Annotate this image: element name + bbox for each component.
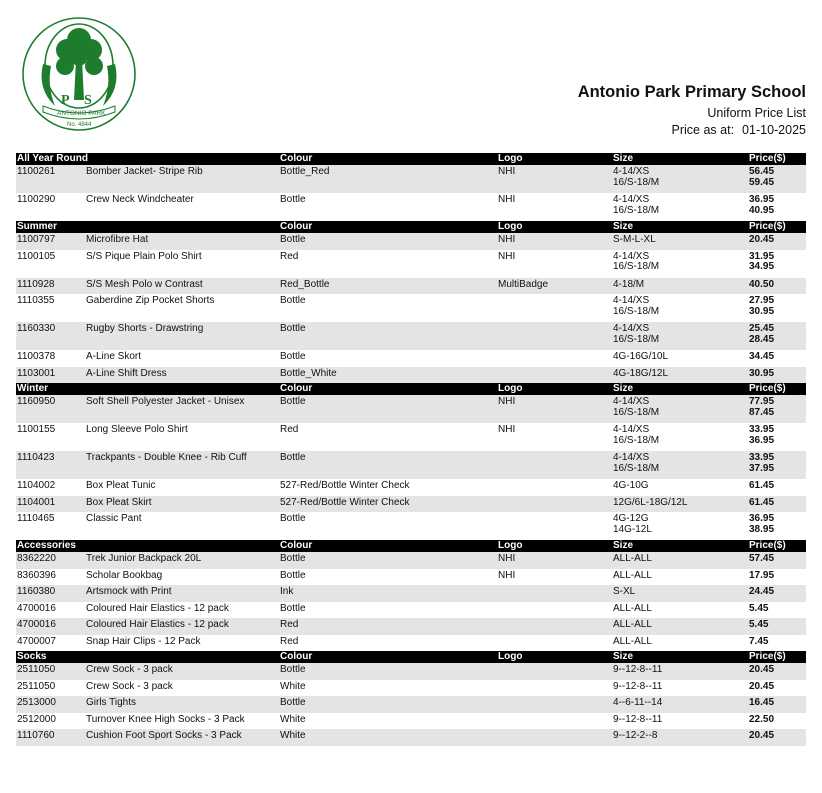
item-prices xyxy=(749,731,774,742)
item-size: 9--12-8--11 xyxy=(613,713,663,725)
item-sizes xyxy=(613,252,659,273)
item-size: 4G-12G xyxy=(613,513,649,524)
table-row xyxy=(16,423,806,451)
item-size: 9--12-8--11 xyxy=(613,680,663,692)
item-description: Scholar Bookbag xyxy=(86,569,163,581)
item-price: 40.95 xyxy=(749,204,775,216)
item-colour: Bottle xyxy=(280,234,306,245)
item-price: 20.45 xyxy=(749,730,775,741)
item-sizes xyxy=(613,620,652,631)
item-prices xyxy=(749,425,774,446)
item-colour: Bottle xyxy=(280,553,306,564)
item-code: 2513000 xyxy=(17,697,56,708)
column-header-price: Price($) xyxy=(749,153,786,164)
item-code: 1103001 xyxy=(17,367,56,379)
item-description: Girls Tights xyxy=(86,697,137,708)
item-size: 16/S-18/M xyxy=(613,176,660,188)
column-header-size: Size xyxy=(613,153,634,164)
item-size: 4-14/XS xyxy=(613,424,650,435)
item-sizes xyxy=(613,352,668,363)
item-sizes xyxy=(613,715,662,726)
item-code: 1104002 xyxy=(17,480,56,491)
section-header xyxy=(16,153,806,165)
item-price: 59.45 xyxy=(749,176,775,188)
table-row xyxy=(16,696,806,713)
table-row xyxy=(16,635,806,652)
item-sizes xyxy=(613,731,657,742)
item-colour: Red xyxy=(280,619,299,630)
item-description: Long Sleeve Polo Shirt xyxy=(86,424,188,435)
item-size: 4-14/XS xyxy=(613,250,650,262)
item-prices xyxy=(749,324,774,345)
table-row xyxy=(16,663,806,680)
item-colour: Bottle xyxy=(280,452,306,463)
item-logo: NHI xyxy=(498,424,516,435)
item-colour: Red xyxy=(280,424,299,435)
item-price: 25.45 xyxy=(749,323,775,334)
item-code: 4700016 xyxy=(17,602,56,614)
item-sizes xyxy=(613,498,688,509)
item-prices xyxy=(749,235,774,246)
column-header-logo: Logo xyxy=(498,651,523,662)
item-prices xyxy=(749,481,774,492)
item-price: 20.45 xyxy=(749,234,775,245)
school-name: Antonio Park Primary School xyxy=(577,83,806,101)
item-description: Trackpants - Double Knee - Rib Cuff xyxy=(86,452,247,463)
item-logo: NHI xyxy=(498,250,516,262)
table-row xyxy=(16,585,806,602)
column-header-price: Price($) xyxy=(749,540,786,551)
item-size: 14G-12L xyxy=(613,523,652,535)
column-header-size: Size xyxy=(613,540,634,551)
item-code: 1110423 xyxy=(17,452,55,463)
item-price: 36.95 xyxy=(749,513,775,524)
table-row xyxy=(16,350,806,367)
item-description: A-Line Shift Dress xyxy=(86,367,167,379)
item-price: 33.95 xyxy=(749,424,775,435)
item-code: 1100105 xyxy=(17,250,56,262)
svg-text:ANTONIO PARK: ANTONIO PARK xyxy=(57,110,106,117)
item-price: 87.45 xyxy=(749,406,775,418)
column-header-price: Price($) xyxy=(749,221,786,232)
item-description: Rugby Shorts - Drawstring xyxy=(86,323,204,334)
item-colour: Ink xyxy=(280,586,294,597)
item-price: 61.45 xyxy=(749,496,775,508)
item-size: 16/S-18/M xyxy=(613,305,660,317)
item-sizes xyxy=(613,397,659,418)
item-code: 1100797 xyxy=(17,234,56,245)
table-row xyxy=(16,395,806,423)
item-code: 1110465 xyxy=(17,513,55,524)
section-title: All Year Round xyxy=(17,153,88,164)
item-code: 1160380 xyxy=(17,586,56,597)
item-description: Crew Neck Windcheater xyxy=(86,194,194,205)
item-prices xyxy=(749,252,774,273)
item-description: A-Line Skort xyxy=(86,351,142,362)
table-row xyxy=(16,680,806,697)
column-header-colour: Colour xyxy=(280,651,313,662)
item-sizes xyxy=(613,514,652,535)
item-logo: NHI xyxy=(498,194,516,205)
item-price: 28.45 xyxy=(749,333,775,345)
item-colour: Bottle xyxy=(280,295,306,306)
section-header xyxy=(16,383,806,395)
table-row xyxy=(16,367,806,384)
item-size: 12G/6L-18G/12L xyxy=(613,496,688,508)
item-size: 16/S-18/M xyxy=(613,406,660,418)
item-sizes xyxy=(613,280,644,291)
item-colour: 527-Red/Bottle Winter Check xyxy=(280,496,410,508)
item-logo: NHI xyxy=(498,234,516,245)
item-code: 1100290 xyxy=(17,194,56,205)
item-prices xyxy=(749,587,774,598)
item-sizes xyxy=(613,637,652,648)
document-title: Uniform Price List xyxy=(707,106,806,120)
item-size: 4--6-11--14 xyxy=(613,697,663,708)
item-price: 61.45 xyxy=(749,480,775,491)
item-prices xyxy=(749,604,768,615)
item-description: Soft Shell Polyester Jacket - Unisex xyxy=(86,396,245,407)
item-colour: Bottle xyxy=(280,194,306,205)
column-header-price: Price($) xyxy=(749,651,786,662)
section-header xyxy=(16,221,806,233)
item-description: S/S Pique Plain Polo Shirt xyxy=(86,250,202,262)
svg-text:P: P xyxy=(61,93,70,108)
item-sizes xyxy=(613,167,659,188)
item-price: 57.45 xyxy=(749,553,775,564)
item-logo: NHI xyxy=(498,569,516,581)
item-code: 1110355 xyxy=(17,295,55,306)
item-size: ALL-ALL xyxy=(613,619,652,630)
column-header-colour: Colour xyxy=(280,221,313,232)
item-description: Microfibre Hat xyxy=(86,234,149,245)
table-row xyxy=(16,569,806,586)
item-description: Artsmock with Print xyxy=(86,586,172,597)
item-description: Gaberdine Zip Pocket Shorts xyxy=(86,295,215,306)
column-header-colour: Colour xyxy=(280,153,313,164)
item-colour: Red xyxy=(280,250,299,262)
item-price: 31.95 xyxy=(749,250,775,262)
column-header-size: Size xyxy=(613,221,634,232)
table-row xyxy=(16,165,806,193)
svg-text:S: S xyxy=(84,93,92,108)
item-size: 4-14/XS xyxy=(613,194,650,205)
table-row xyxy=(16,451,806,479)
item-prices xyxy=(749,514,774,535)
column-header-size: Size xyxy=(613,383,634,394)
item-sizes xyxy=(613,587,635,598)
item-description: Crew Sock - 3 pack xyxy=(86,664,173,675)
table-row xyxy=(16,294,806,322)
table-row xyxy=(16,512,806,540)
item-size: 16/S-18/M xyxy=(613,462,660,474)
item-prices xyxy=(749,352,774,363)
item-code: 8362220 xyxy=(17,553,56,564)
column-header-logo: Logo xyxy=(498,540,523,551)
item-colour: Bottle xyxy=(280,513,306,524)
school-crest-icon xyxy=(21,14,137,134)
item-price: 30.95 xyxy=(749,367,775,379)
table-row xyxy=(16,193,806,221)
table-row xyxy=(16,496,806,513)
item-description: Snap Hair Clips - 12 Pack xyxy=(86,635,201,647)
section-header xyxy=(16,540,806,552)
item-price: 24.45 xyxy=(749,586,775,597)
school-logo xyxy=(21,14,137,134)
table-row xyxy=(16,618,806,635)
item-size: ALL-ALL xyxy=(613,569,652,581)
item-prices xyxy=(749,637,768,648)
item-description: Turnover Knee High Socks - 3 Pack xyxy=(86,713,245,725)
section-title: Accessories xyxy=(17,540,76,551)
item-code: 1110760 xyxy=(17,730,55,741)
item-sizes xyxy=(613,453,659,474)
section-title: Summer xyxy=(17,221,58,232)
section-title: Winter xyxy=(17,383,49,394)
item-description: Crew Sock - 3 pack xyxy=(86,680,173,692)
item-logo: NHI xyxy=(498,166,516,177)
table-row xyxy=(16,602,806,619)
item-colour: Bottle xyxy=(280,664,306,675)
table-row xyxy=(16,250,806,278)
item-prices xyxy=(749,397,774,418)
item-colour: Bottle_White xyxy=(280,367,337,379)
item-price: 20.45 xyxy=(749,680,775,692)
item-sizes xyxy=(613,425,659,446)
item-size: 9--12-2--8 xyxy=(613,730,658,741)
item-price: 36.95 xyxy=(749,434,775,446)
item-price: 38.95 xyxy=(749,523,775,535)
item-description: Box Pleat Tunic xyxy=(86,480,156,491)
item-description: Bomber Jacket- Stripe Rib xyxy=(86,166,203,177)
item-prices xyxy=(749,167,774,188)
item-sizes xyxy=(613,481,649,492)
item-prices xyxy=(749,665,774,676)
item-size: 16/S-18/M xyxy=(613,333,660,345)
column-header-logo: Logo xyxy=(498,383,523,394)
item-colour: Bottle xyxy=(280,396,306,407)
item-prices xyxy=(749,698,774,709)
item-colour: Bottle xyxy=(280,323,306,334)
item-sizes xyxy=(613,195,659,216)
item-size: 4-14/XS xyxy=(613,295,650,306)
item-colour: Bottle_Red xyxy=(280,166,330,177)
item-prices xyxy=(749,682,774,693)
item-description: Coloured Hair Elastics - 12 pack xyxy=(86,602,229,614)
column-header-colour: Colour xyxy=(280,540,313,551)
item-price: 5.45 xyxy=(749,619,769,630)
price-as-at xyxy=(578,122,806,138)
item-sizes xyxy=(613,296,659,317)
table-row xyxy=(16,322,806,350)
item-logo: NHI xyxy=(498,553,516,564)
table-row xyxy=(16,278,806,295)
item-colour: White xyxy=(280,713,306,725)
item-colour: Bottle xyxy=(280,569,306,581)
item-price: 20.45 xyxy=(749,664,775,675)
item-code: 4700007 xyxy=(17,635,56,647)
item-sizes xyxy=(613,369,668,380)
item-sizes xyxy=(613,571,652,582)
item-sizes xyxy=(613,554,652,565)
item-size: 4G-10G xyxy=(613,480,649,491)
item-size: 4-14/XS xyxy=(613,452,650,463)
column-header-size: Size xyxy=(613,651,634,662)
item-size: ALL-ALL xyxy=(613,602,652,614)
item-price: 34.95 xyxy=(749,261,775,272)
price-table xyxy=(16,153,806,746)
column-header-colour: Colour xyxy=(280,383,313,394)
item-sizes xyxy=(613,698,662,709)
item-prices xyxy=(749,195,774,216)
item-size: 4G-16G/10L xyxy=(613,351,669,362)
item-description: Trek Junior Backpack 20L xyxy=(86,553,202,564)
item-code: 1104001 xyxy=(17,496,56,508)
item-sizes xyxy=(613,682,662,693)
item-size: 4G-18G/12L xyxy=(613,367,669,379)
item-size: 16/S-18/M xyxy=(613,434,660,446)
item-code: 2511050 xyxy=(17,664,56,675)
item-code: 1100261 xyxy=(17,166,56,177)
item-sizes xyxy=(613,235,656,246)
item-colour: Bottle xyxy=(280,697,306,708)
item-size: 16/S-18/M xyxy=(613,204,660,216)
item-size: ALL-ALL xyxy=(613,553,652,564)
item-prices xyxy=(749,715,774,726)
item-prices xyxy=(749,453,774,474)
item-sizes xyxy=(613,324,659,345)
item-price: 33.95 xyxy=(749,452,775,463)
table-row xyxy=(16,729,806,746)
item-prices xyxy=(749,369,774,380)
item-price: 7.45 xyxy=(749,635,769,647)
item-code: 1100155 xyxy=(17,424,56,435)
item-colour: White xyxy=(280,680,306,692)
item-code: 1160330 xyxy=(17,323,56,334)
item-size: S-M-L-XL xyxy=(613,234,656,245)
item-price: 27.95 xyxy=(749,295,775,306)
item-colour: 527-Red/Bottle Winter Check xyxy=(280,480,410,491)
item-colour: Bottle xyxy=(280,602,306,614)
item-size: 4-14/XS xyxy=(613,323,650,334)
item-size: 4-14/XS xyxy=(613,166,650,177)
item-size: 4-14/XS xyxy=(613,396,650,407)
table-row xyxy=(16,479,806,496)
item-prices xyxy=(749,571,774,582)
item-code: 8360396 xyxy=(17,569,56,581)
item-colour: Red_Bottle xyxy=(280,278,330,290)
item-price: 36.95 xyxy=(749,194,775,205)
item-price: 5.45 xyxy=(749,602,769,614)
item-prices xyxy=(749,554,774,565)
item-prices xyxy=(749,620,768,631)
document-header xyxy=(578,82,806,138)
item-code: 2512000 xyxy=(17,713,56,725)
item-description: Coloured Hair Elastics - 12 pack xyxy=(86,619,229,630)
section-title: Socks xyxy=(17,651,47,662)
table-row xyxy=(16,713,806,730)
item-code: 1110928 xyxy=(17,278,55,290)
item-price: 16.45 xyxy=(749,697,775,708)
svg-text:No. 4844: No. 4844 xyxy=(67,122,92,128)
item-description: S/S Mesh Polo w Contrast xyxy=(86,278,203,290)
item-prices xyxy=(749,498,774,509)
item-colour: Bottle xyxy=(280,351,306,362)
table-row xyxy=(16,233,806,250)
price-as-at-label: Price as at: xyxy=(671,123,735,137)
item-price: 40.50 xyxy=(749,278,775,290)
item-price: 30.95 xyxy=(749,305,775,317)
item-description: Box Pleat Skirt xyxy=(86,496,152,508)
item-prices xyxy=(749,280,774,291)
item-price: 56.45 xyxy=(749,166,775,177)
item-size: 4-18/M xyxy=(613,278,645,290)
table-row xyxy=(16,552,806,569)
item-size: 16/S-18/M xyxy=(613,261,660,272)
item-prices xyxy=(749,296,774,317)
price-as-at-date: 01-10-2025 xyxy=(742,123,806,137)
column-header-logo: Logo xyxy=(498,221,523,232)
item-size: ALL-ALL xyxy=(613,635,652,647)
item-description: Cushion Foot Sport Socks - 3 Pack xyxy=(86,730,242,741)
item-price: 37.95 xyxy=(749,462,775,474)
item-code: 1100378 xyxy=(17,351,56,362)
item-sizes xyxy=(613,604,652,615)
item-description: Classic Pant xyxy=(86,513,142,524)
item-code: 1160950 xyxy=(17,396,56,407)
item-price: 17.95 xyxy=(749,569,775,581)
item-code: 4700016 xyxy=(17,619,56,630)
item-colour: Red xyxy=(280,635,299,647)
item-price: 34.45 xyxy=(749,351,775,362)
section-header xyxy=(16,651,806,663)
item-price: 77.95 xyxy=(749,396,775,407)
column-header-logo: Logo xyxy=(498,153,523,164)
column-header-price: Price($) xyxy=(749,383,786,394)
item-size: 9--12-8--11 xyxy=(613,664,663,675)
item-sizes xyxy=(613,665,662,676)
item-logo: NHI xyxy=(498,396,516,407)
item-price: 22.50 xyxy=(749,713,775,725)
item-size: S-XL xyxy=(613,586,636,597)
item-colour: White xyxy=(280,730,306,741)
item-code: 2511050 xyxy=(17,680,56,692)
item-logo: MultiBadge xyxy=(498,278,549,290)
